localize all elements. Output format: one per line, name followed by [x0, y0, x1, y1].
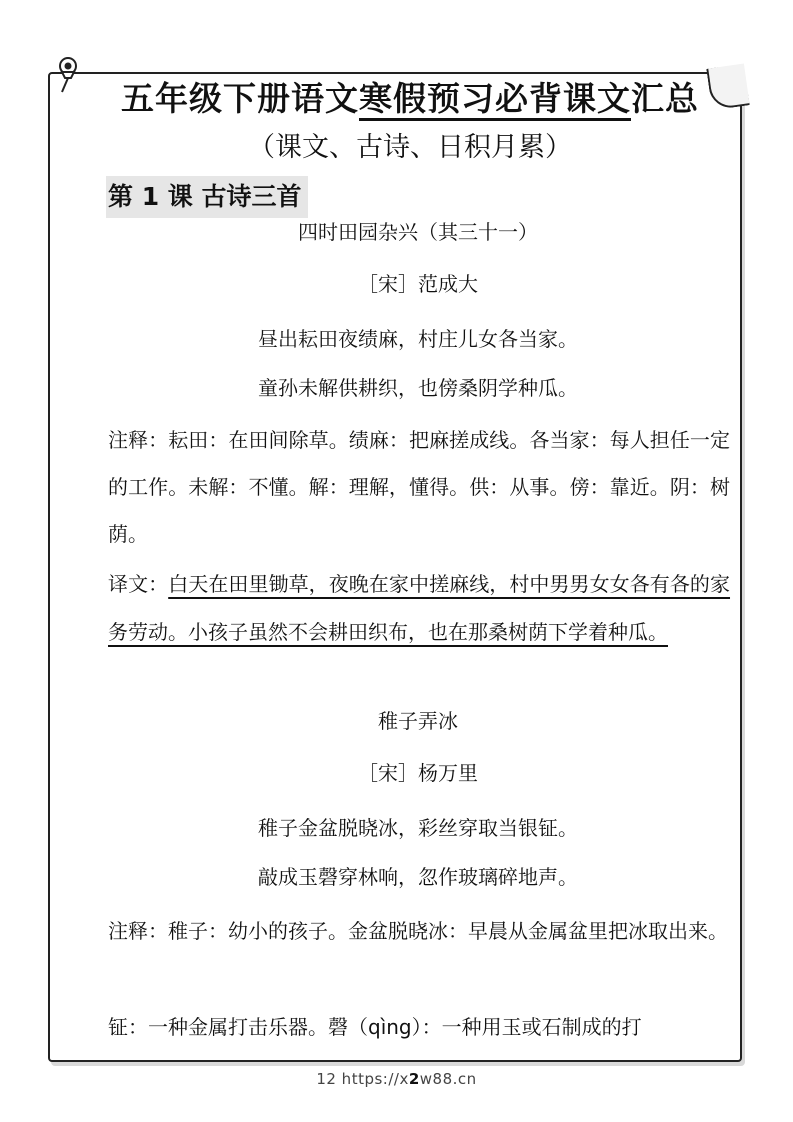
- translation-text: 白天在田里锄草，夜晚在家中搓麻线，村中男男女女各有各的家务劳动。小孩子虽然不会耕田织布，也在那桑树荫下学着种瓜。: [108, 572, 731, 644]
- translation-label: 译文：: [108, 572, 169, 596]
- pushpin-icon: [52, 56, 82, 94]
- page-title: [100, 77, 720, 121]
- poem1-author: ［宋］范成大: [358, 272, 478, 296]
- title-part-1: 五年级下册语文: [121, 79, 359, 118]
- poem2-title: 稚子弄冰: [378, 709, 458, 733]
- footer-suffix: w88.cn: [419, 1070, 477, 1088]
- footer-prefix: 12 https://x: [316, 1070, 409, 1088]
- page-subtitle: （课文、古诗、日积月累）: [248, 132, 572, 163]
- poem1-line-1: 昼出耘田夜绩麻，村庄儿女各当家。: [258, 327, 578, 351]
- poem2-notes-2: 钲：一种金属打击乐器。磬（qìng）：一种用玉或石制成的打: [108, 1015, 642, 1039]
- title-part-2-underlined: 寒假预习必背课文: [359, 79, 631, 121]
- poem2-author: ［宋］杨万里: [358, 761, 478, 785]
- page-number: 2: [408, 1070, 420, 1088]
- poem2-notes-1: 注释：稚子：幼小的孩子。金盆脱晓冰：早晨从金属盆里把冰取出来。: [108, 919, 728, 943]
- poem1-title: 四时田园杂兴（其三十一）: [298, 220, 538, 244]
- poem2-line-2: 敲成玉磬穿林响，忽作玻璃碎地声。: [258, 865, 578, 889]
- title-part-3: 汇总: [631, 79, 699, 118]
- page-footer: [0, 1070, 793, 1088]
- poem1-notes: 注释：耘田：在田间除草。绩麻：把麻搓成线。各当家：每人担任一定的工作。未解：不懂。解：理解，懂得。供：从事。傍：靠近。阴：树荫。: [108, 428, 730, 546]
- poem1-translation: [108, 560, 730, 656]
- lesson-heading: 第 1 课 古诗三首: [106, 176, 308, 218]
- poem1-line-2: 童孙未解供耕织，也傍桑阴学种瓜。: [258, 376, 578, 400]
- poem2-line-1: 稚子金盆脱晓冰，彩丝穿取当银钲。: [258, 816, 578, 840]
